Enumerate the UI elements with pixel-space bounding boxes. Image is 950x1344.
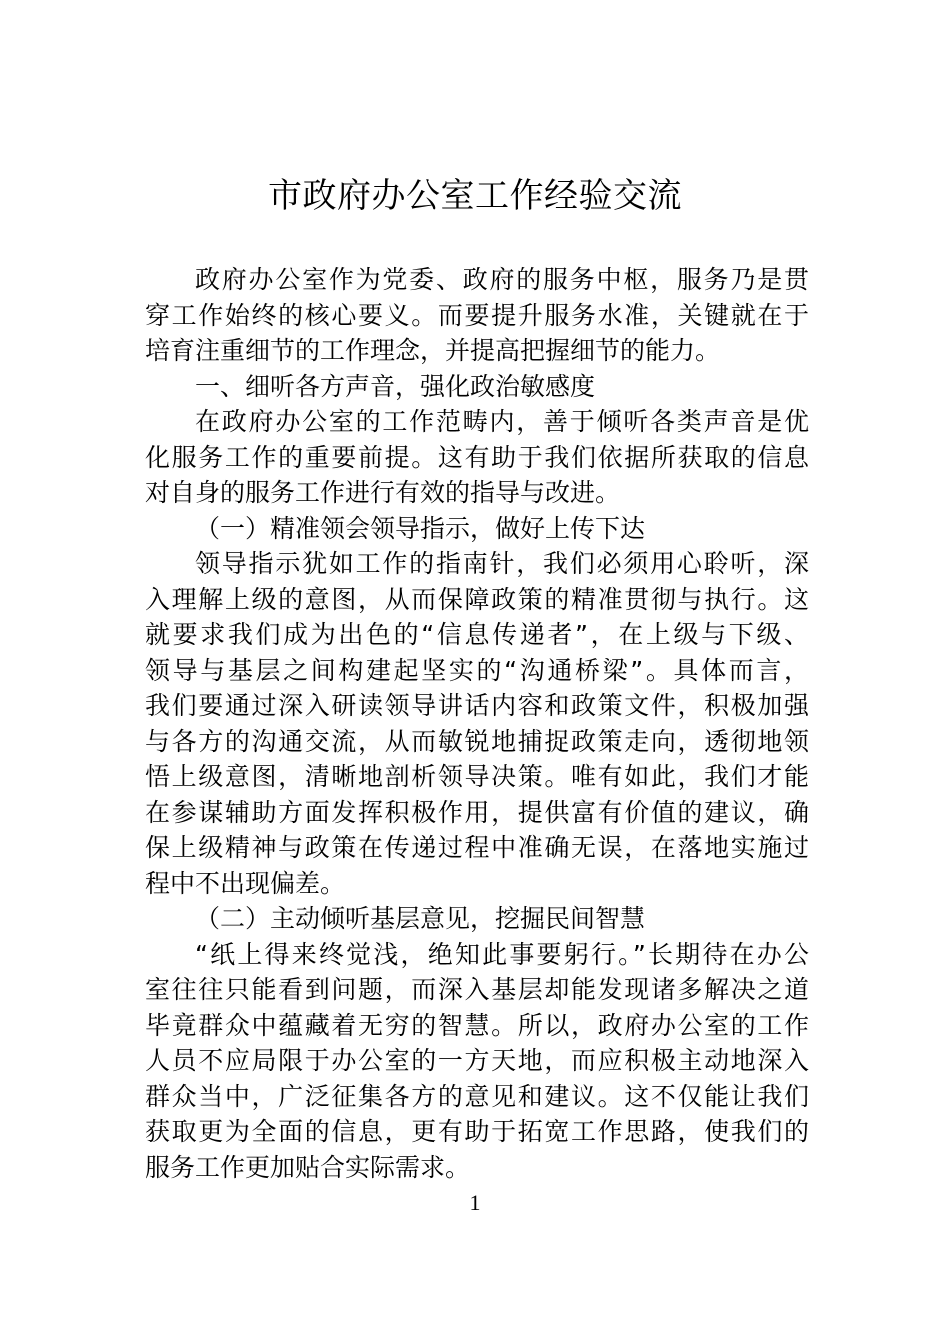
text-line: 在参谋辅助方面发挥积极作用，提供富有价值的建议，确 xyxy=(145,797,809,827)
text-line: 入理解上级的意图，从而保障政策的精准贯彻与执行。这 xyxy=(145,584,809,614)
text-line: 毕竟群众中蕴藏着无穷的智慧。所以，政府办公室的工作 xyxy=(145,1010,809,1040)
text-line: 室往往只能看到问题，而深入基层却能发现诸多解决之道 xyxy=(145,975,809,1004)
text-line: 获取更为全面的信息，更有助于拓宽工作思路，使我们的 xyxy=(145,1117,809,1146)
text-line: 对自身的服务工作进行有效的指导与改进。 xyxy=(145,478,621,507)
text-line: 悟上级意图，清晰地剖析领导决策。唯有如此，我们才能 xyxy=(145,762,809,791)
text-line: 政府办公室作为党委、政府的服务中枢，服务乃是贯 xyxy=(195,265,809,294)
document-body xyxy=(145,262,809,1185)
text-line: （一）精准领会领导指示，做好上传下达 xyxy=(195,513,646,543)
text-line: 化服务工作的重要前提。这有助于我们依据所获取的信息 xyxy=(145,442,809,472)
text-line: 领导指示犹如工作的指南针，我们必须用心聆听，深 xyxy=(195,549,809,578)
text-line: 群众当中，广泛征集各方的意见和建议。这不仅能让我们 xyxy=(145,1081,809,1111)
text-line: 与各方的沟通交流，从而敏锐地捕捉政策走向，透彻地领 xyxy=(145,726,809,756)
text-line: 我们要通过深入研读领导讲话内容和政策文件，积极加强 xyxy=(145,691,809,720)
text-line: 培育注重细节的工作理念，并提高把握细节的能力。 xyxy=(145,336,721,365)
text-line: 保上级精神与政策在传递过程中准确无误，在落地实施过 xyxy=(145,833,809,862)
text-line: 穿工作始终的核心要义。而要提升服务水准，关键就在于 xyxy=(145,300,809,330)
document-title: 市政府办公室工作经验交流 xyxy=(268,176,682,216)
text-line: 服务工作更加贴合实际需求。 xyxy=(145,1152,471,1182)
text-line: 程中不出现偏差。 xyxy=(145,868,346,898)
text-line: 人员不应局限于办公室的一方天地，而应积极主动地深入 xyxy=(145,1046,809,1075)
text-line: 在政府办公室的工作范畴内，善于倾听各类声音是优 xyxy=(195,407,809,436)
text-line: 就要求我们成为出色的“信息传递者”，在上级与下级、 xyxy=(145,620,809,649)
text-line: 一、细听各方声音，强化政治敏感度 xyxy=(195,371,596,401)
text-line: 领导与基层之间构建起坚实的“沟通桥梁”。具体而言， xyxy=(145,655,809,685)
text-line: （二）主动倾听基层意见，挖掘民间智慧 xyxy=(195,904,646,933)
page-number: 1 xyxy=(469,1190,481,1215)
text-line: “纸上得来终觉浅，绝知此事要躬行。”长期待在办公 xyxy=(195,939,809,969)
